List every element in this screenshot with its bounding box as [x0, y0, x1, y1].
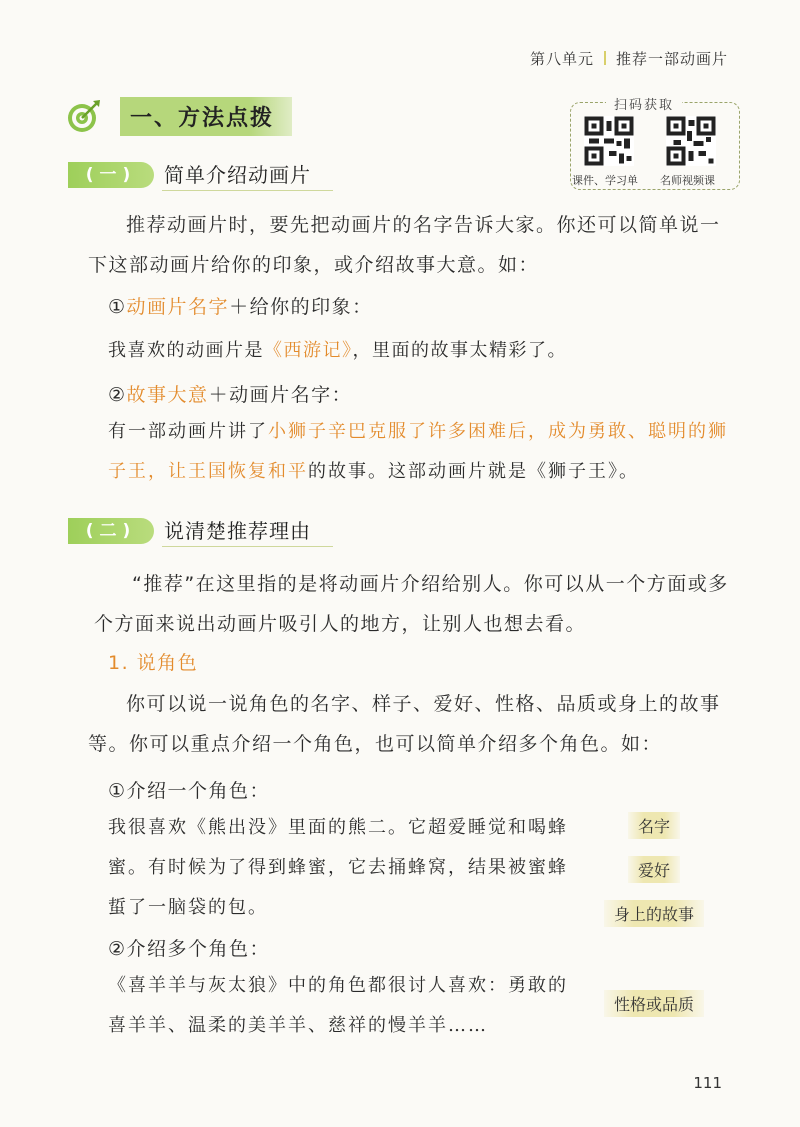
formula-rest: ＋给你的印象：	[229, 296, 373, 318]
chapter-title: 推荐一部动画片	[615, 50, 728, 68]
qr-caption-left: 课件、学习单	[572, 174, 638, 187]
example-text: 的故事。这部动画片就是《狮子王》。	[308, 461, 639, 482]
item-number: ①	[108, 296, 127, 318]
subheading: 1. 说角色	[108, 652, 199, 674]
qr-code-icon[interactable]	[584, 116, 634, 166]
page-number: 111	[693, 1074, 722, 1092]
sub-intro: 你可以说一说角色的名字、样子、爱好、性格、品质或身上的故事等。你可以重点介绍一个角色，也可以简单介绍多个角色。如：	[88, 693, 721, 755]
example-highlight: 小狮子辛巴克服了许多困难后，成为勇敢、聪明的狮子王，让王国恢复和平	[108, 421, 728, 482]
section-number-pill: (二)	[68, 518, 154, 544]
case-example: 《喜羊羊与灰太狼》中的角色都很讨人喜欢：勇敢的喜羊羊、温柔的美羊羊、慈祥的慢羊羊……	[108, 975, 568, 1036]
case-example: 我很喜欢《熊出没》里面的熊二。它超爱睡觉和喝蜂蜜。有时候为了得到蜂蜜，它去捅蜂窝，结果被蜜蜂蜇了一脑袋的包。	[108, 817, 568, 918]
case-label: ①介绍一个角色：	[108, 780, 271, 802]
qr-caption-right: 名师视频课	[660, 174, 715, 187]
method-heading	[66, 96, 292, 136]
example-text: 我喜欢的动画片是	[108, 340, 264, 361]
annotation-tag: 名字	[628, 812, 680, 839]
case-label: ②介绍多个角色：	[108, 938, 271, 960]
example-highlight: 《西游记》	[264, 340, 353, 361]
section-title: 说清楚推荐理由	[162, 515, 333, 547]
section-title: 简单介绍动画片	[162, 159, 333, 191]
item-number: ②	[108, 384, 127, 406]
section-heading-2	[68, 514, 333, 548]
section-intro: “推荐”在这里指的是将动画片介绍给别人。你可以从一个方面或多个方面来说出动画片吸引人的地方，让别人也想去看。	[94, 573, 729, 635]
example-text: 有一部动画片讲了	[108, 421, 268, 442]
example-text: ，里面的故事太精彩了。	[352, 340, 567, 361]
annotation-tag: 身上的故事	[604, 900, 704, 927]
section-intro: 推荐动画片时，要先把动画片的名字告诉大家。你还可以简单说一下这部动画片给你的印象，或介绍故事大意。如：	[88, 214, 721, 276]
formula-key: 故事大意	[126, 384, 209, 406]
annotation-tag: 爱好	[628, 856, 680, 883]
section-number-pill: (一)	[68, 162, 154, 188]
qr-code-icon[interactable]	[666, 116, 716, 166]
header-divider	[604, 51, 606, 65]
formula-key: 动画片名字	[126, 296, 230, 318]
example-sentence	[108, 336, 567, 366]
formula-line	[108, 292, 373, 322]
unit-label: 第八单元	[529, 50, 594, 68]
target-arrow-icon	[66, 98, 102, 134]
qr-panel-title: 扫码获取	[606, 94, 682, 113]
running-header	[530, 48, 728, 69]
formula-rest: ＋动画片名字：	[208, 384, 353, 406]
formula-line	[108, 380, 352, 410]
section-heading-1	[68, 158, 333, 192]
example-paragraph	[108, 412, 728, 492]
annotation-tag: 性格或品质	[604, 990, 704, 1017]
method-title: 一、方法点拨	[120, 97, 292, 136]
